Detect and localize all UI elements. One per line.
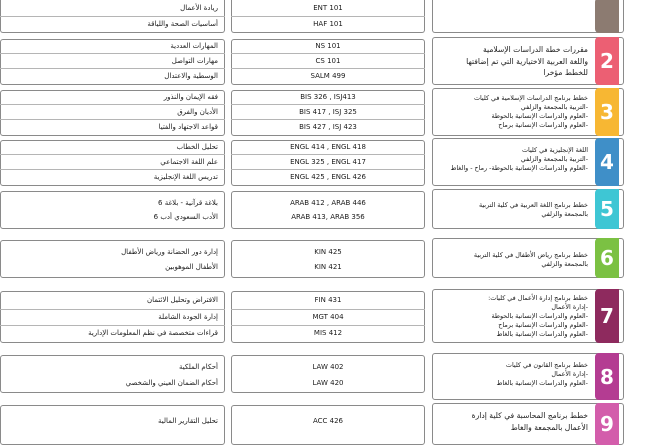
row-number-badge: 7 <box>595 289 619 343</box>
course-name: ريادة الأعمال <box>180 4 218 12</box>
course-code: FIN 431 <box>314 296 342 304</box>
course-name: أساسيات الصحة واللياقة <box>147 20 218 28</box>
course-code: HAF 101 <box>313 20 343 28</box>
row-number-badge: 5 <box>595 189 619 229</box>
course-code: KIN 421 <box>314 263 342 271</box>
course-code: SALM 499 <box>310 72 346 80</box>
row-number-badge: 6 <box>595 238 619 278</box>
plan-description: خطط برنامج المحاسبة في كلية إدارة الأعمال بالمجمعة والغاط <box>471 411 588 432</box>
course-code: KIN 425 <box>314 248 342 256</box>
course-code: ACC 426 <box>312 417 344 425</box>
course-code: BIS 427 , ISJ 423 <box>299 123 357 131</box>
course-code: MGT 404 <box>312 313 344 321</box>
plan-description: خطط برنامج الدراسات الإسلامية في كليات -التربية بالمجمعة والزلفي -العلوم والدراسات الإنسانية بالحوطة -العلوم والدراسات الإنسانية برماح <box>473 94 588 129</box>
course-name: تحليل الخطاب <box>176 143 218 151</box>
course-name: إدارة دور الحضانة ورياض الأطفال <box>121 248 218 256</box>
course-name: فقه الإيمان والنذور <box>163 93 218 101</box>
course-name: علم اللغة الاجتماعي <box>160 158 218 166</box>
course-name: بلاغة قرآنية - بلاغة 6 <box>158 199 218 207</box>
course-name: تحليل التقارير المالية <box>158 417 218 425</box>
course-name: المهارات العددية <box>170 42 218 50</box>
course-code: ENGL 325 , ENGL 417 <box>290 158 366 166</box>
course-name: الأدب السعودي أدب 6 <box>153 213 218 221</box>
row-number-badge: 9 <box>595 403 619 445</box>
course-code: LAW 402 <box>312 363 344 371</box>
plan-description: خطط برنامج إدارة الأعمال في كليات: -إدارة الأعمال -العلوم والدراسات الإنسانية بالحوطة -العلوم والدراسات الإنسانية برماح -العلوم والدراسات الإنسانية بالغاط <box>488 294 588 338</box>
course-code: NS 101 <box>315 42 341 50</box>
course-name: الوسطية والاعتدال <box>164 72 218 80</box>
course-name: الأديان والفرق <box>177 108 218 116</box>
course-code: CS 101 <box>315 57 341 65</box>
course-names-cell <box>0 240 225 278</box>
course-code: ENGL 414 , ENGL 418 <box>290 143 366 151</box>
row-number-badge: 8 <box>595 353 619 400</box>
plan-description: خطط برنامج اللغة العربية في كلية التربية بالمجمعة والزلفي <box>478 201 588 218</box>
course-code: ARAB 413, ARAB 356 <box>291 213 365 221</box>
course-code: LAW 420 <box>312 379 344 387</box>
course-names-cell <box>0 191 225 229</box>
course-code: MIS 412 <box>313 329 343 337</box>
row-number-badge: 3 <box>595 88 619 136</box>
plan-description: مقررات خطة الدراسات الإسلامية واللغة العربية الاختيارية التي تم إضافتها للخطط مؤخرا <box>466 45 588 77</box>
course-name: تدريس اللغة الإنجليزية <box>153 173 218 181</box>
course-code: ENT 101 <box>313 4 343 12</box>
course-code: ENGL 425 , ENGL 426 <box>290 173 366 181</box>
course-name: قواعد الاجتهاد والفتيا <box>158 123 218 131</box>
row-number-badge <box>595 0 619 33</box>
plan-description: خطط برنامج رياض الأطفال في كلية التربية بالمجمعة والزلفي <box>473 251 588 268</box>
course-name: أحكام الملكية <box>178 363 218 371</box>
course-codes-cell <box>231 191 425 229</box>
row-number-badge: 4 <box>595 138 619 186</box>
course-code: BIS 326 , ISJ413 <box>300 93 356 101</box>
course-name: الافتراض وتحليل الائتمان <box>146 296 218 304</box>
course-code: BIS 417 , ISJ 325 <box>299 108 357 116</box>
course-name: مهارات التواصل <box>171 57 218 65</box>
row-number-badge: 2 <box>595 37 619 85</box>
course-name: الأطفال الموهوبين <box>165 263 218 271</box>
course-name: قراءات متخصصة في نظم المعلومات الإدارية <box>88 329 218 337</box>
plan-description: اللغة الإنجليزية في كليات -التربية بالمجمعة والزلفي -العلوم والدراسات الإنسانية بالحوطة- رماح - والغاط <box>450 146 588 172</box>
course-code: ARAB 412 , ARAB 446 <box>290 199 366 207</box>
course-name: إدارة الجودة الشاملة <box>158 313 218 321</box>
course-codes-cell <box>231 240 425 278</box>
course-name: أحكام الضمان العيني والشخصي <box>125 379 218 387</box>
plan-description: خطط برنامج القانون في كليات -إدارة الأعمال -العلوم والدراسات الإنسانية بالغاط <box>496 361 588 387</box>
